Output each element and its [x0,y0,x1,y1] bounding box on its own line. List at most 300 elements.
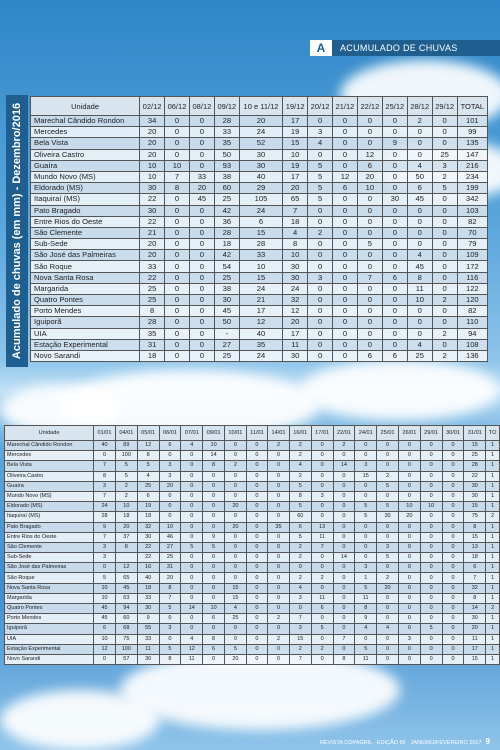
value-cell: 0 [224,451,246,461]
value-cell: 0 [377,451,399,461]
value-cell: 0 [246,644,267,654]
value-cell: 0 [311,654,333,664]
unit-name-cell: Margarida [5,593,94,603]
value-cell: 15 [224,593,246,603]
value-cell: 75 [115,634,137,644]
value-cell: 0 [224,573,246,583]
value-cell: 7 [159,593,181,603]
value-cell: 28 [94,512,116,522]
value-cell: 11 [311,593,333,603]
value-cell: 0 [333,295,358,306]
value-cell: 6 [357,350,382,361]
value-cell: 3 [94,553,116,563]
value-cell: 0 [159,614,181,624]
value-cell: 1 [486,522,500,532]
unit-name-cell: Quatro Pontes [31,295,140,306]
table-header-row [5,426,500,441]
value-cell: 2 [377,573,399,583]
value-cell: 0 [357,194,382,205]
value-cell: 20 [140,149,165,160]
value-cell: 40 [94,441,116,451]
value-cell: 0 [181,461,203,471]
value-cell: 2 [268,441,290,451]
value-cell: 0 [224,553,246,563]
value-cell: 15 [464,441,486,451]
value-cell: 135 [457,138,487,149]
value-cell: 20 [140,250,165,261]
value-cell: 30 [464,481,486,491]
value-cell: 0 [407,317,432,328]
value-cell: 52 [239,138,282,149]
value-cell: 7 [94,491,116,501]
value-cell: 0 [333,194,358,205]
value-cell: 0 [203,573,225,583]
value-cell: 8 [159,654,181,664]
value-cell: 82 [457,306,487,317]
value-cell: 234 [457,171,487,182]
column-header: 26/01 [398,426,420,441]
value-cell: 2 [432,350,457,361]
value-cell: 18 [283,216,308,227]
value-cell: 0 [432,306,457,317]
value-cell: 0 [246,441,267,451]
value-cell: 0 [165,283,190,294]
value-cell: 2 [224,461,246,471]
value-cell: 2 [289,451,311,461]
column-header: 19/12 [283,97,308,116]
value-cell: 54 [214,261,239,272]
table-row [5,573,500,583]
value-cell: 0 [181,614,203,624]
value-cell: 15 [464,654,486,664]
value-cell: 0 [442,573,464,583]
unit-name-cell: São José das Palmeiras [5,563,94,573]
value-cell: 18 [464,553,486,563]
value-cell: 0 [357,227,382,238]
value-cell: 25 [407,350,432,361]
value-cell: 6 [311,604,333,614]
value-cell: 0 [333,250,358,261]
value-cell: 0 [189,149,214,160]
value-cell: 0 [246,573,267,583]
value-cell: 116 [457,272,487,283]
value-cell: 0 [442,593,464,603]
table-row [5,512,500,522]
value-cell: 0 [382,283,407,294]
value-cell: 0 [203,563,225,573]
value-cell: 0 [420,614,442,624]
value-cell: 4 [407,250,432,261]
value-cell: 5 [377,553,399,563]
value-cell: 19 [283,160,308,171]
value-cell: 0 [165,205,190,216]
value-cell: 0 [398,604,420,614]
value-cell: 0 [224,441,246,451]
table-row [5,644,500,654]
value-cell: 0 [432,283,457,294]
value-cell: 5 [308,171,333,182]
value-cell: 1 [486,644,500,654]
unit-name-cell: Mercedes [31,127,140,138]
value-cell: 0 [311,461,333,471]
value-cell: 11 [283,339,308,350]
value-cell: 9 [94,522,116,532]
column-header: 06/01 [159,426,181,441]
unit-name-cell: Oliveira Castro [5,471,94,481]
value-cell: 2 [289,573,311,583]
value-cell: 8 [203,634,225,644]
value-cell: 0 [268,502,290,512]
column-header: TO [486,426,500,441]
column-header: 22/01 [333,426,355,441]
value-cell: 33 [140,261,165,272]
value-cell [115,553,137,563]
value-cell: 0 [333,261,358,272]
column-header: 30/01 [442,426,464,441]
table-row [31,328,488,339]
value-cell: 6 [333,183,358,194]
value-cell: 0 [246,512,267,522]
value-cell: 11 [464,634,486,644]
value-cell: 2 [289,441,311,451]
value-cell: 30 [382,194,407,205]
table-row [31,272,488,283]
value-cell: 0 [333,522,355,532]
value-cell: 1 [486,461,500,471]
value-cell: 0 [268,451,290,461]
value-cell: 3 [159,471,181,481]
value-cell: 18 [214,239,239,250]
value-cell: 5 [377,481,399,491]
value-cell: 20 [224,654,246,664]
value-cell: 0 [432,239,457,250]
unit-name-cell: Mundo Novo (MS) [5,491,94,501]
value-cell: 36 [214,216,239,227]
column-header: 16/01 [289,426,311,441]
value-cell: 1 [486,532,500,542]
value-cell: 0 [224,532,246,542]
value-cell: 2 [377,471,399,481]
value-cell: 0 [165,127,190,138]
value-cell: 0 [308,350,333,361]
value-cell: 3 [289,593,311,603]
value-cell: 27 [214,339,239,350]
value-cell: 0 [442,522,464,532]
value-cell: 0 [407,149,432,160]
table-row [5,542,500,552]
value-cell: 0 [420,512,442,522]
unit-name-cell: Novo Sarandi [31,350,140,361]
value-cell: 0 [333,502,355,512]
value-cell: 10 [140,171,165,182]
value-cell: 0 [398,471,420,481]
value-cell: 0 [357,339,382,350]
value-cell: 0 [382,239,407,250]
value-cell: 3 [311,491,333,501]
unit-name-cell: Novo Sarandi [5,654,94,664]
value-cell: 0 [189,216,214,227]
value-cell: 0 [382,171,407,182]
unit-name-cell: São Roque [31,261,140,272]
value-cell: 33 [137,593,159,603]
value-cell: 0 [181,532,203,542]
value-cell: 0 [420,522,442,532]
value-cell: 30 [283,261,308,272]
value-cell: 45 [94,614,116,624]
table-row [5,634,500,644]
value-cell: 25 [140,295,165,306]
value-cell: 6 [94,624,116,634]
rainfall-table-january [4,425,500,665]
value-cell: 0 [224,563,246,573]
value-cell: 0 [377,634,399,644]
column-header: 04/01 [115,426,137,441]
value-cell: 0 [165,328,190,339]
value-cell: 0 [189,138,214,149]
value-cell: 0 [442,583,464,593]
table-row [5,491,500,501]
value-cell: 0 [420,644,442,654]
value-cell: 0 [224,481,246,491]
value-cell: 1 [486,563,500,573]
value-cell: 0 [268,481,290,491]
value-cell: 0 [333,481,355,491]
value-cell: 0 [382,339,407,350]
value-cell: 0 [442,461,464,471]
value-cell: 42 [214,250,239,261]
value-cell: 0 [246,481,267,491]
value-cell: 35 [239,339,282,350]
column-header: 25/12 [382,97,407,116]
value-cell: 0 [181,573,203,583]
value-cell: 0 [442,553,464,563]
value-cell: 0 [333,339,358,350]
value-cell: 5 [94,573,116,583]
value-cell: 25 [224,614,246,624]
value-cell: 17 [283,116,308,127]
value-cell: 10 [239,261,282,272]
value-cell: 0 [382,250,407,261]
table-row [5,624,500,634]
column-header: 11/01 [246,426,267,441]
value-cell: 0 [308,283,333,294]
value-cell: 0 [398,441,420,451]
value-cell: 0 [377,522,399,532]
value-cell: 0 [333,471,355,481]
value-cell: 136 [457,350,487,361]
column-header: Unidade [5,426,94,441]
value-cell: 8 [333,654,355,664]
value-cell: 5 [181,542,203,552]
value-cell: 10 [420,502,442,512]
value-cell: 0 [224,512,246,522]
value-cell: 0 [442,624,464,634]
unit-name-cell: UIA [5,634,94,644]
cloud [300,360,500,420]
value-cell: 0 [407,216,432,227]
value-cell: 2 [268,634,290,644]
value-cell: 0 [181,471,203,481]
value-cell: 10 [94,583,116,593]
column-header: 01/01 [94,426,116,441]
value-cell: 0 [308,216,333,227]
value-cell: 0 [246,461,267,471]
value-cell: 30 [137,604,159,614]
value-cell: 3 [159,461,181,471]
value-cell: 0 [432,127,457,138]
section-letter: A [310,40,332,56]
value-cell: 0 [377,461,399,471]
value-cell: 0 [268,461,290,471]
value-cell: 0 [333,149,358,160]
table-row [31,250,488,261]
value-cell: 30 [377,512,399,522]
value-cell: 0 [203,583,225,593]
value-cell: 1 [486,553,500,563]
value-cell: 68 [115,624,137,634]
value-cell: 147 [457,149,487,160]
value-cell: 0 [159,512,181,522]
value-cell: 2 [486,604,500,614]
value-cell: 0 [398,491,420,501]
value-cell: 0 [189,272,214,283]
value-cell: 0 [355,532,377,542]
value-cell: 4 [289,583,311,593]
value-cell: 0 [333,350,358,361]
cloud [0,690,160,750]
unit-name-cell: São Roque [5,573,94,583]
value-cell: 0 [246,634,267,644]
value-cell: 30 [464,614,486,624]
value-cell: 1 [486,634,500,644]
side-title-bar [6,95,28,367]
value-cell: 0 [308,261,333,272]
value-cell: 24 [94,502,116,512]
value-cell: 3 [308,127,333,138]
value-cell: 0 [246,563,267,573]
value-cell: 0 [165,261,190,272]
value-cell: 0 [189,339,214,350]
value-cell: 45 [189,194,214,205]
value-cell: 0 [420,563,442,573]
column-header: 31/01 [464,426,486,441]
value-cell: 10 [283,149,308,160]
value-cell: 24 [239,205,282,216]
value-cell: 9 [203,532,225,542]
value-cell: 6 [137,491,159,501]
column-header: 02/12 [140,97,165,116]
value-cell: 0 [407,227,432,238]
value-cell: 15 [239,272,282,283]
value-cell: 0 [398,532,420,542]
value-cell: 4 [308,138,333,149]
value-cell: 0 [189,239,214,250]
value-cell: 0 [442,563,464,573]
value-cell: 6 [464,563,486,573]
value-cell: 6 [382,350,407,361]
value-cell: 0 [268,583,290,593]
value-cell: 0 [333,317,358,328]
value-cell: 34 [140,116,165,127]
value-cell: 110 [457,317,487,328]
table-row [31,194,488,205]
value-cell: 0 [308,339,333,350]
value-cell: 2 [308,227,333,238]
value-cell: 0 [357,261,382,272]
value-cell: 0 [382,149,407,160]
value-cell: 199 [457,183,487,194]
value-cell: 109 [457,250,487,261]
value-cell: 9 [137,614,159,624]
table-row [31,227,488,238]
value-cell: 7 [464,573,486,583]
value-cell: 14 [333,461,355,471]
value-cell: 5 [289,502,311,512]
value-cell: 0 [442,604,464,614]
value-cell: 0 [189,160,214,171]
value-cell: 0 [432,272,457,283]
value-cell: 0 [246,624,267,634]
value-cell: 37 [115,532,137,542]
value-cell: 2 [268,614,290,624]
value-cell: 2 [432,328,457,339]
value-cell: 5 [355,644,377,654]
value-cell: 12 [357,149,382,160]
value-cell: 40 [137,573,159,583]
value-cell: 0 [442,644,464,654]
value-cell: 14 [333,553,355,563]
value-cell: 65 [115,573,137,583]
value-cell: 0 [181,512,203,522]
value-cell: 6 [239,216,282,227]
value-cell: 21 [140,227,165,238]
value-cell: 5 [355,512,377,522]
value-cell: 0 [268,604,290,614]
value-cell: 0 [246,532,267,542]
value-cell: 0 [357,205,382,216]
value-cell: 0 [311,451,333,461]
value-cell: 1 [486,573,500,583]
column-header: 09/12 [214,97,239,116]
value-cell: 0 [165,306,190,317]
value-cell: 1 [355,573,377,583]
value-cell: 0 [398,522,420,532]
value-cell: 3 [398,634,420,644]
value-cell: 0 [432,227,457,238]
value-cell: 1 [486,471,500,481]
value-cell: 0 [181,481,203,491]
value-cell: 0 [159,451,181,461]
value-cell: 0 [442,491,464,501]
value-cell: 30 [137,654,159,664]
value-cell: 101 [457,116,487,127]
value-cell: 0 [398,451,420,461]
unit-name-cell: Nova Santa Rosa [31,272,140,283]
value-cell: 12 [115,563,137,573]
value-cell: 0 [165,295,190,306]
value-cell: 3 [308,272,333,283]
value-cell: 12 [94,644,116,654]
value-cell: 0 [407,306,432,317]
value-cell: 0 [181,624,203,634]
value-cell: 0 [268,471,290,481]
value-cell: 45 [94,604,116,614]
value-cell: 0 [268,624,290,634]
value-cell: 24 [239,350,282,361]
value-cell: 4 [355,624,377,634]
table-row [5,583,500,593]
value-cell: 0 [442,481,464,491]
